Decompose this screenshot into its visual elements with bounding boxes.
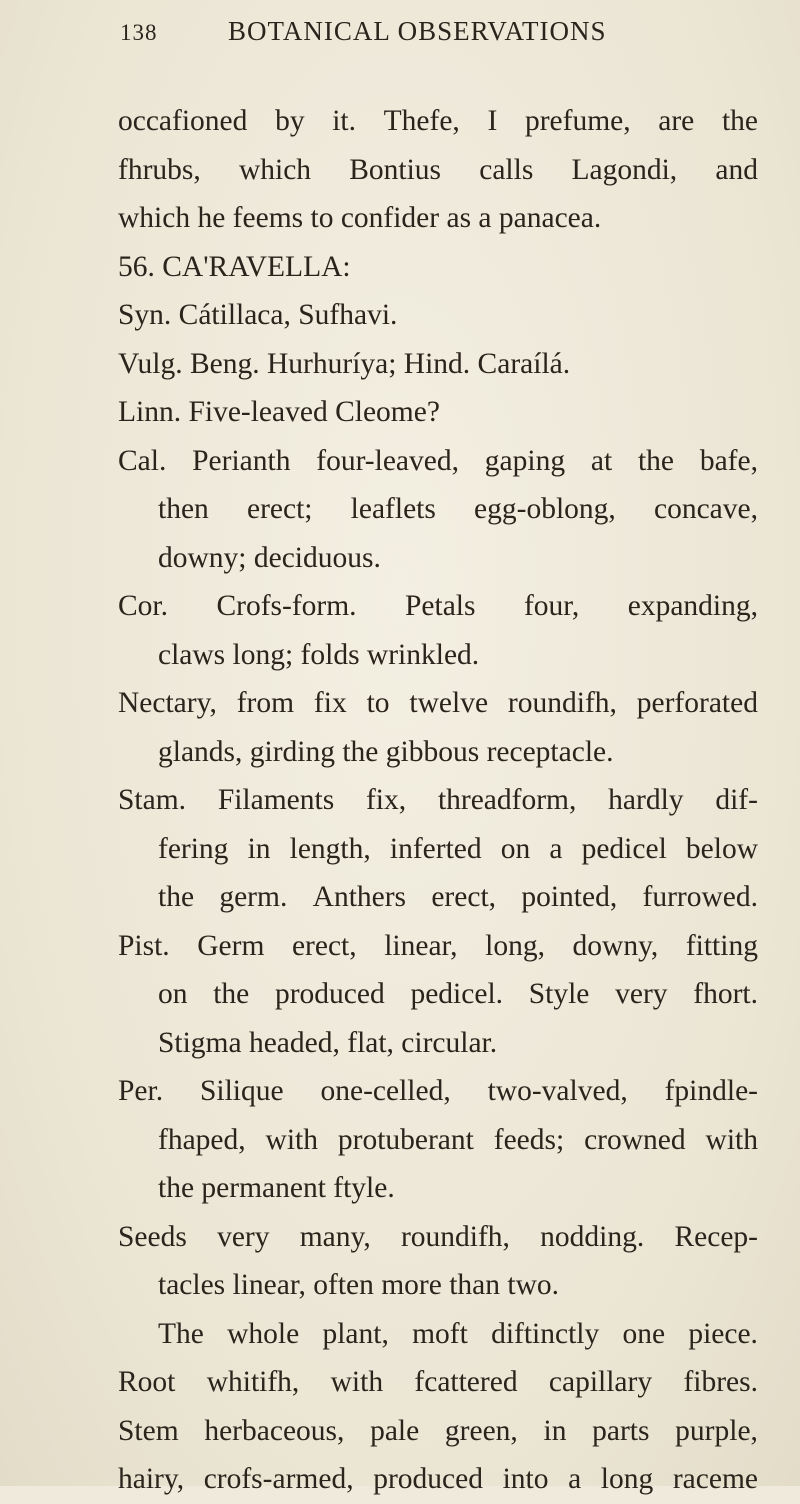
nectary-line: [118, 679, 758, 728]
word: the: [213, 978, 250, 1010]
word: expanding,: [627, 590, 758, 622]
word: linear,: [384, 929, 458, 962]
word: erect;: [246, 493, 313, 525]
word: Recep-: [674, 1220, 758, 1253]
word: crofs-armed,: [203, 1463, 354, 1495]
word: in: [247, 832, 271, 865]
word: Crofs-form.: [216, 590, 357, 622]
word: the: [158, 881, 195, 913]
word: the: [637, 444, 675, 477]
text-line: [118, 1407, 758, 1456]
word: green,: [444, 1414, 518, 1447]
word: downy,: [572, 929, 659, 962]
word: a: [568, 1463, 582, 1495]
word: occafioned: [118, 105, 248, 137]
word: fpindle-: [664, 1075, 758, 1107]
word: Perianth: [192, 444, 291, 477]
word: furrowed.: [642, 881, 758, 913]
word: with: [330, 1366, 384, 1398]
word: nodding.: [540, 1220, 645, 1253]
word: which: [238, 153, 312, 186]
word: Seeds: [118, 1220, 187, 1253]
word: it.: [332, 105, 356, 137]
word: Filaments: [217, 784, 335, 816]
word: fhaped,: [158, 1123, 246, 1156]
word: plant,: [322, 1317, 389, 1350]
word: raceme: [672, 1463, 758, 1495]
word: Anthers: [312, 881, 407, 913]
text-line: [118, 1358, 758, 1407]
word: fibres.: [683, 1366, 758, 1398]
word: Nectary,: [118, 687, 217, 719]
running-head: [120, 14, 760, 54]
pistil-line: [118, 922, 758, 971]
word: herbaceous,: [204, 1414, 345, 1447]
word: The: [158, 1317, 204, 1350]
word: Lagondi,: [571, 153, 678, 186]
word: with: [265, 1123, 318, 1156]
vulgar-names-line: Vulg. Beng. Hurhuríya; Hind. Caraílá.: [118, 347, 571, 380]
word: fhort.: [693, 978, 758, 1010]
word: the: [721, 105, 758, 137]
word: then: [158, 493, 209, 525]
text-line: [118, 970, 758, 1019]
word: fhrubs,: [118, 153, 201, 186]
text-line: [118, 825, 758, 874]
word: gaping: [484, 444, 566, 477]
text-line: [118, 1310, 758, 1359]
text-line: tacles linear, often more than two.: [158, 1269, 560, 1301]
word: Cor.: [118, 590, 168, 622]
word: erect,: [431, 881, 497, 913]
word: and: [715, 153, 758, 186]
word: length,: [289, 832, 371, 865]
word: fitting: [685, 929, 758, 962]
word: below: [685, 832, 758, 865]
word: hardly: [608, 784, 684, 816]
word: diftinctly: [491, 1317, 600, 1350]
word: Silique: [199, 1075, 284, 1107]
calyx-line: [118, 437, 758, 486]
word: piece.: [688, 1317, 758, 1350]
word: fering: [158, 832, 229, 865]
word: Root: [118, 1366, 176, 1398]
word: two-valved,: [487, 1075, 628, 1107]
word: pedicel.: [410, 978, 504, 1010]
word: fcattered: [414, 1366, 518, 1398]
word: leaflets: [350, 493, 436, 525]
word: on: [500, 832, 531, 865]
word: in: [543, 1414, 567, 1447]
word: Cal.: [118, 444, 167, 477]
word: very: [615, 978, 668, 1010]
word: roundifh,: [400, 1220, 510, 1253]
word: a: [549, 832, 563, 865]
word: bafe,: [699, 444, 758, 477]
word: threadform,: [437, 784, 577, 816]
text-line: [118, 485, 758, 534]
word: four-leaved,: [316, 444, 459, 477]
word: with: [705, 1123, 758, 1156]
corolla-line: [118, 582, 758, 631]
word: one: [622, 1317, 666, 1350]
word: erect,: [291, 929, 357, 962]
text-line: claws long; folds wrinkled.: [158, 638, 480, 671]
word: whole: [227, 1317, 300, 1350]
word: very: [217, 1220, 270, 1253]
seeds-line: [118, 1213, 758, 1262]
word: from: [236, 687, 295, 719]
word: Petals: [405, 590, 476, 622]
word: pale: [370, 1414, 420, 1447]
word: Per.: [118, 1075, 164, 1107]
word: germ.: [219, 881, 288, 913]
linnaean-name-line: Linn. Five-leaved Cleome?: [118, 396, 440, 428]
word: twelve: [409, 687, 489, 719]
word: produced: [274, 978, 385, 1010]
word: at: [590, 444, 613, 477]
word: long,: [485, 929, 545, 962]
text-line: [118, 97, 758, 146]
text-line: [118, 873, 758, 922]
word: I: [487, 105, 498, 137]
word: dif-: [715, 784, 758, 816]
word: perforated: [636, 687, 758, 719]
word: egg-oblong,: [474, 493, 616, 525]
word: moft: [412, 1317, 468, 1350]
text-line: which he feems to confider as a panacea.: [118, 202, 602, 234]
word: feeds;: [493, 1123, 565, 1156]
word: long: [600, 1463, 654, 1495]
text-line: [118, 1116, 758, 1165]
entry-heading: 56. CA'RAVELLA:: [118, 250, 351, 283]
word: parts: [592, 1414, 650, 1447]
word: into: [502, 1463, 549, 1495]
word: are: [658, 105, 695, 137]
text-line: [118, 146, 758, 195]
word: Style: [528, 978, 590, 1010]
text-line: [118, 1455, 758, 1504]
text-line: the permanent ftyle.: [158, 1172, 395, 1204]
word: purple,: [675, 1414, 758, 1447]
text-line: glands, girding the gibbous receptacle.: [158, 735, 614, 768]
word: prefume,: [524, 105, 631, 137]
pericarp-line: [118, 1067, 758, 1116]
word: fix: [313, 687, 347, 719]
word: inferted: [389, 832, 482, 865]
word: crowned: [584, 1123, 686, 1156]
word: Germ: [197, 929, 265, 962]
body-text: [118, 97, 758, 1504]
word: concave,: [653, 493, 758, 525]
word: four,: [523, 590, 580, 622]
word: fix,: [365, 784, 407, 816]
word: whitifh,: [206, 1366, 300, 1398]
word: to: [366, 687, 390, 719]
word: protuberant: [337, 1123, 474, 1156]
synonym-line: Syn. Cátillaca, Sufhavi.: [118, 299, 398, 331]
word: capillary: [548, 1366, 653, 1398]
text-line: downy; deciduous.: [158, 541, 381, 574]
text-line: Stigma headed, flat, circular.: [158, 1026, 498, 1059]
running-title: BOTANICAL OBSERVATIONS: [228, 16, 607, 46]
word: Pist.: [118, 929, 170, 962]
word: one-celled,: [320, 1075, 451, 1107]
word: Stem: [118, 1414, 179, 1447]
word: by: [275, 105, 305, 137]
word: on: [158, 978, 188, 1010]
page-number: 138: [120, 20, 158, 45]
word: Stam.: [118, 784, 187, 816]
stamens-line: [118, 776, 758, 825]
word: hairy,: [118, 1463, 185, 1495]
word: pedicel: [581, 832, 667, 865]
word: produced: [373, 1463, 483, 1495]
word: calls: [479, 153, 534, 186]
word: roundifh,: [507, 687, 617, 719]
word: Bontius: [349, 153, 442, 186]
word: Thefe,: [383, 105, 460, 137]
word: pointed,: [521, 881, 618, 913]
word: many,: [299, 1220, 371, 1253]
